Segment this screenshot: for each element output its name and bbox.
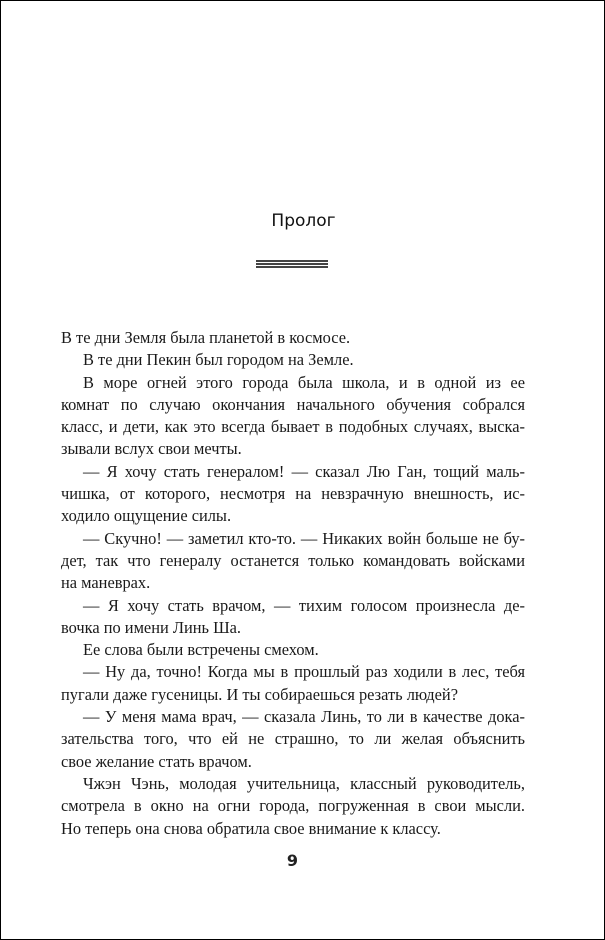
text-line: дет, так что генералу останется только командовать войсками [61,550,525,570]
text-line: ходило ощущение силы. [61,506,232,526]
text-line: комнат по случаю окончания начального обучения собрался [61,394,525,414]
text-line: класс, и дети, как это всегда бывает в подобных случаях, выска- [61,417,525,437]
text-line: свое желание стать врачом. [61,751,252,771]
text-line: смотрела в окно на огни города, погруженная в свои мысли. [61,796,525,816]
text-line: Но теперь она снова обратила свое внимание к классу. [61,818,441,838]
text-line: Чжэн Чэнь, молодая учительница, классный руководитель, [83,773,525,793]
text-line: на маневрах. [61,573,151,593]
text-line: — У меня мама врач, — сказала Линь, то ли в качестве дока- [83,707,525,727]
text-line: В море огней этого города была школа, и в одной из ее [83,372,525,392]
text-line: В те дни Пекин был городом на Земле. [83,350,354,370]
text-line: — Я хочу стать генералом! — сказал Лю Ган, тощий маль- [83,461,525,481]
text-line: чишка, от которого, несмотря на невзрачную внешность, ис- [61,484,525,504]
text-line: пугали даже гусеницы. И ты собираешься резать людей? [61,684,458,704]
body-text [61,327,525,840]
text-line: зывали вслух свои мечты. [61,439,242,459]
text-line: вочка по имени Линь Ша. [61,617,241,637]
title-ornament [256,260,328,269]
text-line: — Ну да, точно! Когда мы в прошлый раз ходили в лес, тебя [83,662,525,682]
text-line: — Я хочу стать врачом, — тихим голосом произнесла де- [83,595,525,615]
page-number: 9 [286,851,299,870]
text-line: В те дни Земля была планетой в космосе. [61,328,351,347]
text-line: зательства того, что ей не страшно, то ли желая объяснить [61,729,525,749]
text-line: Ее слова были встречены смехом. [83,640,319,660]
chapter-title: Пролог [271,211,336,231]
text-line: — Скучно! — заметил кто-то. — Никаких войн больше не бу- [83,528,525,548]
